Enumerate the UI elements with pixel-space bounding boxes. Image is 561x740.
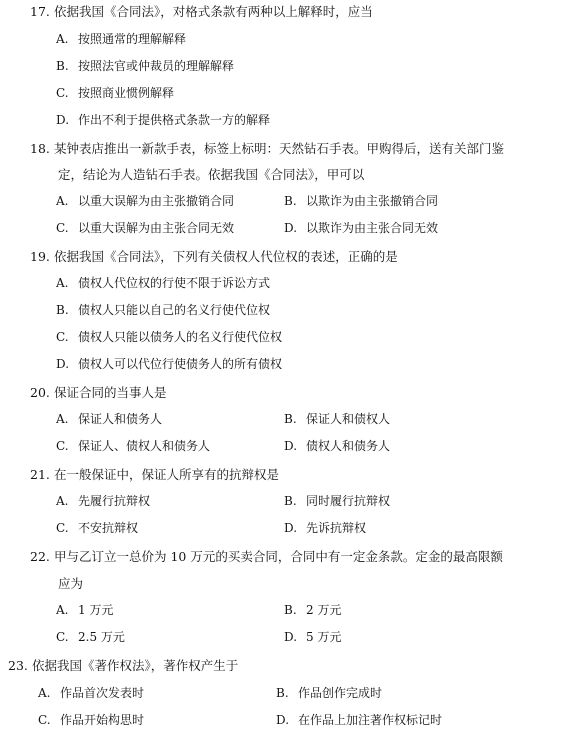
question-number: 21. (30, 467, 50, 482)
option-21-b: B. 同时履行抗辩权 (284, 494, 391, 508)
question-22-continuation: 应为 (58, 576, 84, 591)
question-stem: 某钟表店推出一新款手表，标签上标明：天然钻石手表。甲购得后，送有关部门鉴 (54, 141, 505, 156)
option-18-d: D. 以欺诈为由主张合同无效 (284, 221, 439, 235)
question-23 (8, 657, 518, 674)
question-number: 20. (30, 385, 50, 400)
question-18-continuation: 定，结论为人造钻石手表。依据我国《合同法》，甲可以 (58, 167, 365, 182)
question-number: 17. (30, 4, 50, 19)
option-17-b: B. 按照法官或仲裁员的理解解释 (56, 59, 235, 73)
question-stem: 依据我国《合同法》，下列有关债权人代位权的表述，正确的是 (54, 249, 398, 264)
option-22-b: B. 2 万元 (284, 603, 342, 617)
question-22 (30, 548, 540, 565)
option-18-a: A. 以重大误解为由主张撤销合同 (56, 194, 235, 208)
option-20-d: D. 债权人和债务人 (284, 439, 391, 453)
option-22-d: D. 5 万元 (284, 630, 342, 644)
option-20-c: C. 保证人、债权人和债务人 (56, 439, 211, 453)
option-23-c: C. 作品开始构思时 (38, 713, 145, 727)
question-stem: 保证合同的当事人是 (54, 385, 167, 400)
question-18 (30, 140, 540, 157)
option-20-b: B. 保证人和债权人 (284, 412, 391, 426)
question-number: 19. (30, 249, 50, 264)
question-number: 18. (30, 141, 50, 156)
option-22-c: C. 2.5 万元 (56, 630, 125, 644)
question-number: 23. (8, 658, 28, 673)
option-18-b: B. 以欺诈为由主张撤销合同 (284, 194, 439, 208)
option-19-d: D. 债权人可以代位行使债务人的所有债权 (56, 357, 283, 371)
option-23-b: B. 作品创作完成时 (276, 686, 383, 700)
option-21-d: D. 先诉抗辩权 (284, 521, 367, 535)
question-stem: 依据我国《合同法》，对格式条款有两种以上解释时，应当 (54, 4, 373, 19)
question-21 (30, 466, 540, 483)
question-19 (30, 248, 540, 265)
question-17 (30, 3, 540, 20)
option-23-d: D. 在作品上加注著作权标记时 (276, 713, 443, 727)
option-23-a: A. 作品首次发表时 (38, 686, 145, 700)
question-stem: 在一般保证中，保证人所享有的抗辩权是 (54, 467, 280, 482)
option-21-c: C. 不安抗辩权 (56, 521, 139, 535)
question-stem: 甲与乙订立一总价为 10 万元的买卖合同，合同中有一定金条款。定金的最高限额 (54, 549, 503, 564)
question-number: 22. (30, 549, 50, 564)
option-19-a: A. 债权人代位权的行使不限于诉讼方式 (56, 276, 271, 290)
option-20-a: A. 保证人和债务人 (56, 412, 163, 426)
question-20 (30, 384, 540, 401)
option-17-d: D. 作出不利于提供格式条款一方的解释 (56, 113, 271, 127)
question-stem: 依据我国《著作权法》，著作权产生于 (32, 658, 239, 673)
option-21-a: A. 先履行抗辩权 (56, 494, 151, 508)
option-19-b: B. 债权人只能以自己的名义行使代位权 (56, 303, 271, 317)
option-17-c: C. 按照商业惯例解释 (56, 86, 175, 100)
option-22-a: A. 1 万元 (56, 603, 114, 617)
option-18-c: C. 以重大误解为由主张合同无效 (56, 221, 235, 235)
option-17-a: A. 按照通常的理解解释 (56, 32, 187, 46)
option-19-c: C. 债权人只能以债务人的名义行使代位权 (56, 330, 283, 344)
